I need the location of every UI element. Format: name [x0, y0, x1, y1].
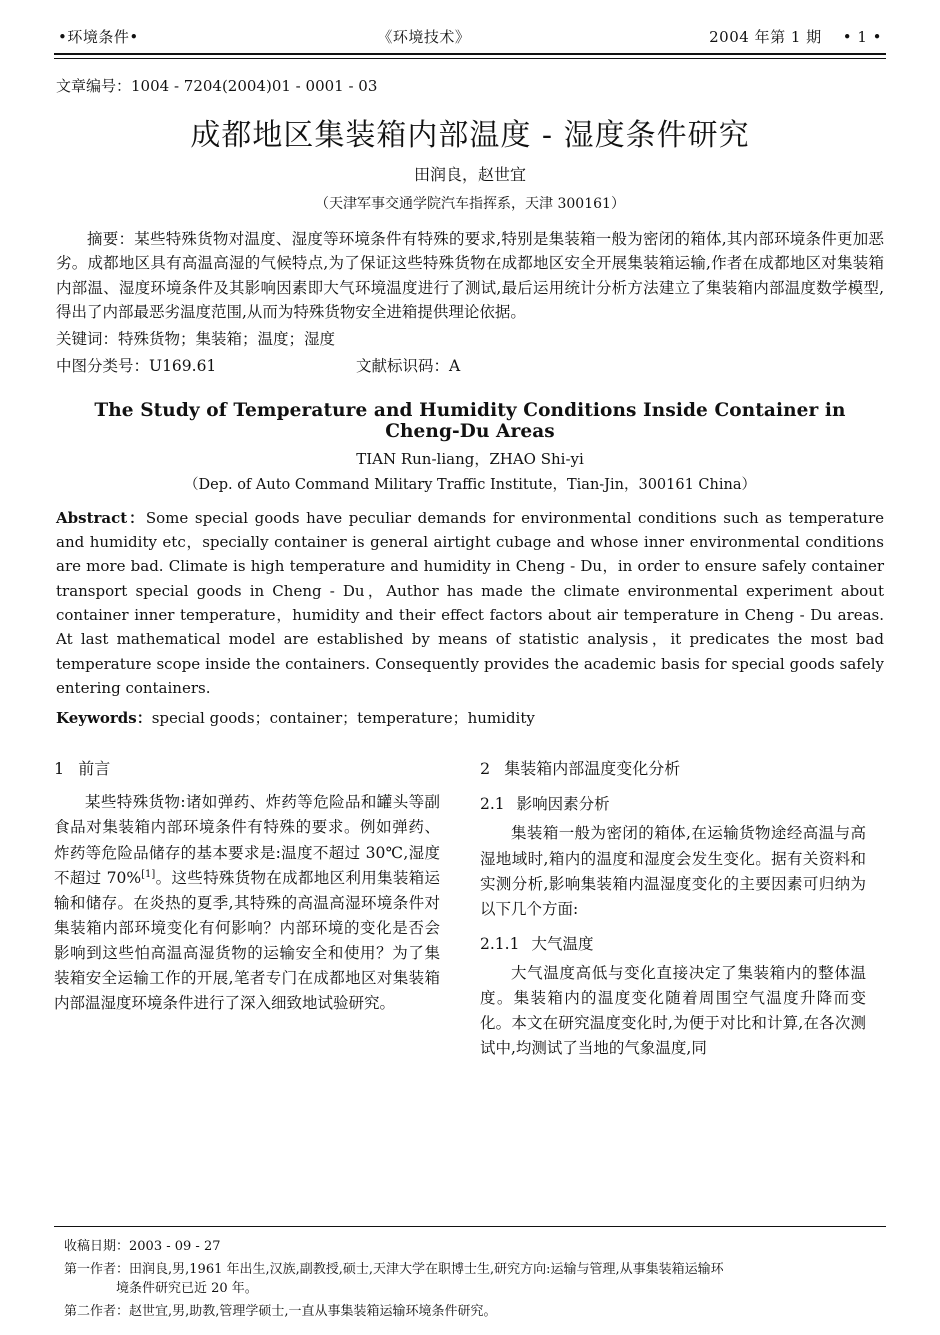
body-columns — [54, 756, 886, 1061]
author-1-bio-cont: 境条件研究已近 20 年。 — [116, 1281, 258, 1296]
en-affiliation: （Dep. of Auto Command Military Traffic Institute，Tian-Jin，300161 China） — [183, 476, 756, 493]
clc-number: 中图分类号：U169.61 — [56, 357, 217, 376]
author-1-label: 第一作者： — [64, 1261, 130, 1277]
section-heading-2-1-1 — [480, 932, 866, 957]
section-2-1-paragraph: 集装箱一般为密闭的箱体,在运输货物途经高温与高湿地域时,箱内的温度和湿度会发生变化。据有关资料和实测分析,影响集装箱内温湿度变化的主要因素可归纳为以下几个方面: — [480, 824, 866, 918]
section-heading-2 — [480, 756, 866, 782]
column-left — [54, 756, 440, 1061]
section-2-1-title: 影响因素分析 — [516, 795, 610, 814]
section-1-paragraph — [54, 790, 440, 1016]
cn-abstract — [56, 227, 884, 325]
column-right — [480, 756, 866, 1061]
section-1-paragraph-b: 。这些特殊货物在成都地区利用集装箱运输和储存。在炎热的夏季,其特殊的高温高湿环境条件对集装箱内部环境变化有何影响？内部环境的变化是否会影响到这些怕高温高湿货物的运输安全和使用？为了集装箱安全运输工作的开展,笔者专门在成都地区对集装箱内部温湿度环境条件进行了深入细致地试验研究。 — [54, 868, 440, 1013]
section-2-1-1-paragraph: 大气温度高低与变化直接决定了集装箱内的整体温度。集装箱内的温度变化随着周围空气温度升降而变化。本文在研究温度变化时,为便于对比和计算,在各次测试中,均测试了当地的气象温度,同 — [480, 964, 866, 1058]
received-label: 收稿日期： — [64, 1239, 130, 1254]
footnote-author-1 — [64, 1260, 886, 1280]
page-title: 成都地区集装箱内部温度 - 湿度条件研究 — [190, 118, 750, 153]
footnote-divider — [54, 1226, 886, 1227]
document-code: 文献标识码：A — [356, 357, 461, 376]
footnote-received — [64, 1237, 886, 1257]
footnote-author-2 — [64, 1302, 886, 1322]
running-head — [54, 26, 886, 53]
section-heading-1 — [54, 756, 440, 782]
section-2-1-1-number: 2.1.1 — [480, 934, 520, 953]
cn-keywords: 关键词：特殊货物；集装箱；温度；湿度 — [56, 329, 336, 348]
en-keywords — [56, 706, 884, 730]
citation-ref-1: [1] — [141, 868, 156, 880]
running-head-left: •环境条件• — [58, 28, 139, 46]
article-number: 文章编号：1004 - 7204(2004)01 - 0001 - 03 — [56, 77, 378, 95]
received-date: 2003 - 09 - 27 — [129, 1239, 221, 1254]
en-authors: TIAN Run-liang，ZHAO Shi-yi — [356, 449, 584, 468]
cn-authors: 田润良，赵世宜 — [413, 165, 526, 184]
section-2-1-number: 2.1 — [480, 795, 505, 814]
en-abstract-label: Abstract： — [56, 508, 146, 527]
en-abstract-text: Some special goods have peculiar demands for environmental conditions such as temperature and humidity etc，specially container is general airtight cubage and whose inner environmental conditions are more bad. Climate is high temperature and humidity in Cheng - Du，in order to ensure safely container transport special goods in Cheng - Du，Author has made the climate environmental experiment about container inner temperature，humidity and their effect factors about air temperature in Cheng - Du areas. At last mathematical model are established by means of statistic analysis，it predicates the most bad temperature scope inside the containers. Consequently provides the academic basis for special goods safely entering containers. — [56, 508, 885, 697]
section-heading-2-1 — [480, 792, 866, 817]
en-keywords-text: special goods；container；temperature；humidity — [151, 709, 535, 728]
author-2-label: 第二作者： — [64, 1303, 130, 1319]
section-1-title: 前言 — [78, 759, 111, 779]
section-2-title: 集装箱内部温度变化分析 — [504, 759, 681, 779]
footnotes — [54, 1234, 886, 1321]
en-abstract — [56, 506, 884, 700]
cn-affiliation: （天津军事交通学院汽车指挥系，天津 300161） — [315, 196, 625, 212]
section-1-number: 1 — [54, 759, 65, 779]
running-head-journal: 《环境技术》 — [377, 28, 471, 46]
cn-classification — [56, 353, 884, 379]
author-1-bio: 田润良,男,1961 年出生,汉族,副教授,硕士,天津大学在职博士生,研究方向:运输与管理,从事集装箱运输环 — [129, 1261, 724, 1277]
section-2-1-1-title: 大气温度 — [531, 934, 594, 953]
header-divider — [54, 53, 886, 59]
running-head-issue: 2004 年第 1 期 • 1 • — [709, 28, 882, 46]
cn-abstract-text: 摘要：某些特殊货物对温度、湿度等环境条件有特殊的要求,特别是集装箱一般为密闭的箱体,其内部环境条件更加恶劣。成都地区具有高温高湿的气候特点,为了保证这些特殊货物在成都地区安全开展集装箱运输,作者在成都地区对集装箱内部温、湿度环境条件及其影响因素即大气环境温度进行了测试,最后运用统计分析方法建立了集装箱内部温度数学模型,得出了内部最恶劣温度范围,从而为特殊货物安全进箱提供理论依据。 — [56, 230, 884, 322]
author-2-bio: 赵世宜,男,助教,管理学硕士,一直从事集装箱运输环境条件研究。 — [129, 1303, 497, 1319]
en-title: The Study of Temperature and Humidity Conditions Inside Container in Cheng-Du Areas — [94, 399, 846, 442]
section-2-number: 2 — [480, 759, 491, 779]
section-1-paragraph-a: 某些特殊货物:诸如弹药、炸药等危险品和罐头等副食品对集装箱内部环境条件有特殊的要求。例如弹药、炸药等危险品储存的基本要求是:温度不超过 30℃,湿度不超过 70% — [54, 793, 440, 887]
en-keywords-label: Keywords： — [56, 709, 152, 728]
